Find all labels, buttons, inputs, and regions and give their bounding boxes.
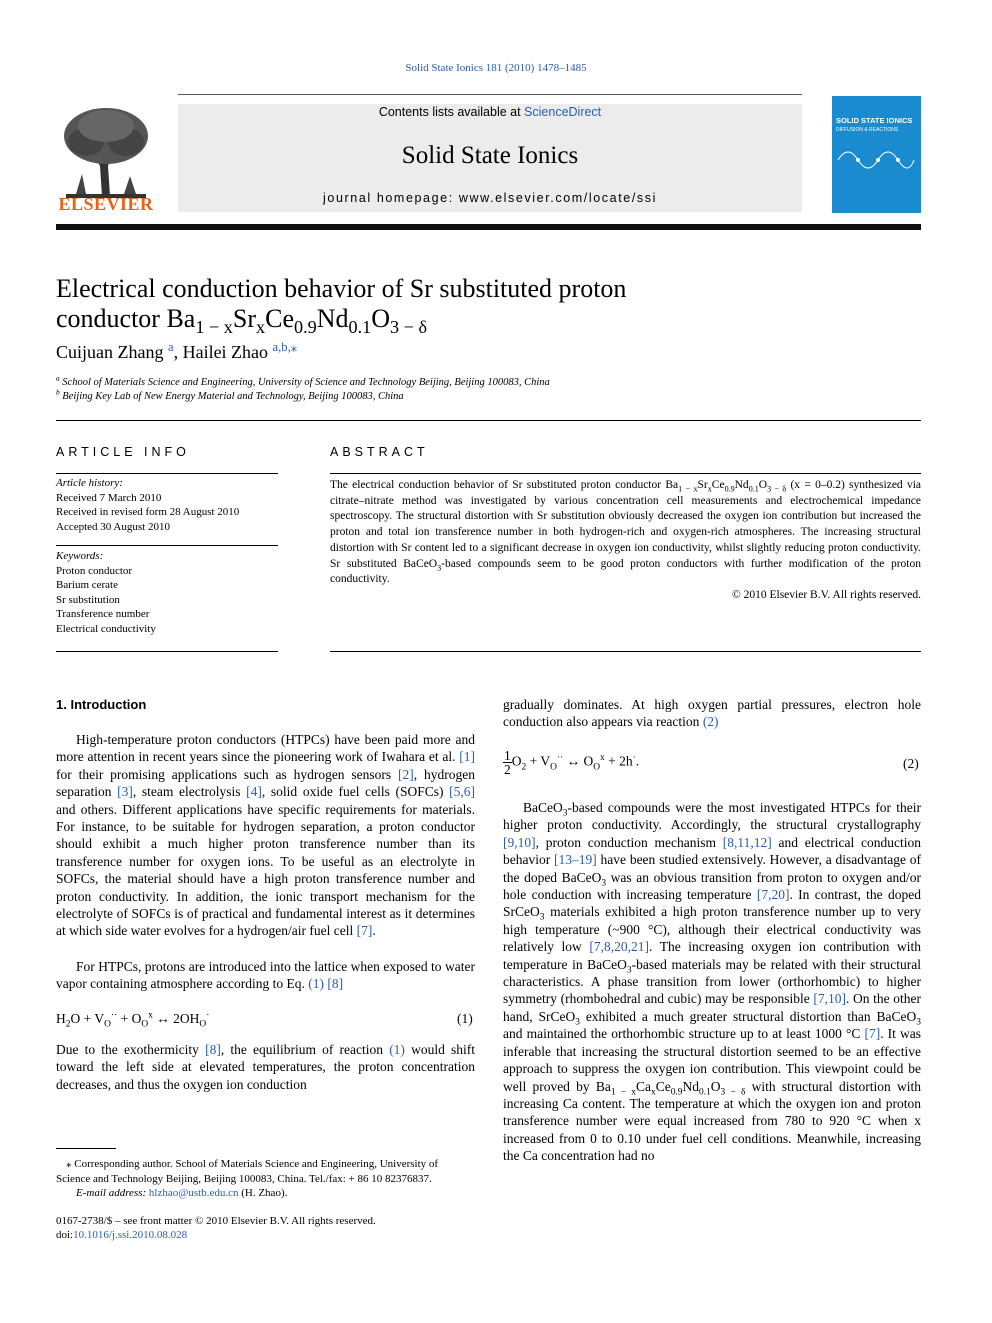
- cover-title-text: SOLID STATE IONICS: [836, 116, 913, 125]
- intro-paragraph-1: High-temperature proton conductors (HTPCs) have been paid more and more attention in recent years since the pioneering work of Iwahara et al. [1] for their promising applications such as hydrogen sensors [2], hydrogen separation [3], steam electrolysis [4], solid oxide fuel cells (SOFCs) [5,6] and others. Different applications have specific requirements for materials. For instance, to be suitable for hydrogen separation, a proton conductor should exhibit a much higher proton transference number than its transference number for oxygen ions. To be useful as an electrolyte in SOFCs, the material should have a high proton transference number and proton conductivity. In addition, the ionic transport mechanism for the electrolyte of SOFCs is of practical and fundamental interest as it determines at which side water evolves for a hydrogen/air fuel cell [7].: [56, 732, 475, 939]
- intro-paragraph-2: For HTPCs, protons are introduced into the lattice when exposed to water vapor containing atmosphere according to Eq. (1) [8]: [56, 959, 475, 992]
- abstract-copyright: © 2010 Elsevier B.V. All rights reserved.: [732, 588, 921, 601]
- article-info-rule-top: [56, 473, 278, 474]
- ref-link[interactable]: [9,10]: [503, 834, 536, 850]
- equation-link[interactable]: (2): [702, 714, 719, 730]
- ref-link[interactable]: [3]: [117, 784, 133, 800]
- abstract-heading: ABSTRACT: [330, 445, 429, 459]
- affiliation-rule: [56, 420, 921, 421]
- col2-paragraph-2: BaCeO$_3$-based compounds were the most investigated HTPCs for their higher proton conductivity. Accordingly, the structural crystallography [9,10], proton conduction mechanism [8,11,12] and electrical conduction behavior [13–19] have been studied extensively. However, a disadvantage of the doped BaCeO$_3$ was an obvious transition from proton to oxygen and/or hole conduction with increasing temperature [7,20]. In contrast, the doped SrCeO$_3$ materials exhibited a high proton transference number up to very high temperature (~900 °C), although their electrical conductivity was relatively low [7,8,20,21]. The increasing oxygen ion contribution with temperature in BaCeO$_3$-based materials may be related with their structural characteristics. A phase transition from lower (orthorhombic) to higher symmetry (rhombohedral and cubic) may be responsible [7,10]. On the other hand, SrCeO$_3$ exhibited a much greater structural distortion than BaCeO$_3$ and maintained the orthorhombic structure up to at least 1000 °C [7]. It was inferable that increasing the structural distortion seemed to be an effective approach to suppress the oxygen ion contribution. This viewpoint could be well proved by $Ba_{1 - x}Ca_xCe_{0.9}Nd_{0.1}O_{3 - \delta}$ with structural distortion with increasing Ca content. The temperature at which the oxygen ion and proton transference number were equal increased from 780 to 920 °C when x increased from 0 to 0.10 under fuel cell conditions. Meanwhile, increasing the Ca concentration had no: [503, 800, 922, 1164]
- ref-link[interactable]: [8]: [327, 976, 344, 992]
- ref-link[interactable]: [1]: [459, 749, 475, 765]
- sciencedirect-link[interactable]: ScienceDirect: [524, 105, 602, 119]
- keywords: [56, 549, 278, 636]
- journal-title: Solid State Ionics: [401, 142, 579, 169]
- equation-link[interactable]: (1): [308, 976, 325, 992]
- keywords-label: Keywords:: [56, 550, 104, 562]
- doi-line: doi:10.1016/j.ssi.2010.08.028: [56, 1229, 188, 1241]
- article-info-rule-mid: [56, 545, 278, 546]
- keyword: Electrical conductivity: [56, 622, 156, 635]
- affiliation-b: $^b$ Beijing Key Lab of New Energy Material and Technology, Beijing 100083, China: [56, 387, 404, 402]
- ref-link[interactable]: [8]: [205, 1042, 221, 1057]
- equation-1: $H_2O + V_O^{\cdot\cdot} + O_O^x$ ↔ $2OH_O^\cdot$: [56, 1010, 210, 1030]
- cover-title: [836, 116, 920, 133]
- abstract-rule-top: [330, 473, 921, 474]
- history-label: Article history:: [56, 477, 123, 489]
- abstract-rule-bottom: [330, 651, 921, 652]
- ref-link[interactable]: [7,8,20,21]: [589, 939, 649, 955]
- authors: Cuijuan Zhang $^a$, Hailei Zhao $^{a,b,⁎}$: [56, 340, 298, 362]
- keyword: Sr substitution: [56, 593, 120, 606]
- ref-link[interactable]: [7,10]: [813, 991, 846, 1007]
- ref-link[interactable]: [4]: [246, 784, 262, 800]
- ref-link[interactable]: [7]: [864, 1026, 881, 1042]
- contents-line: [178, 105, 802, 119]
- ref-link[interactable]: [7,20]: [756, 887, 790, 903]
- intro-paragraph-3: Due to the exothermicity [8], the equilibrium of reaction (1) would shift toward the left side at elevated temperatures, the proton concentration decreases, and thus the oxygen ion conduction: [56, 1042, 475, 1092]
- title-line-2: conductor $Ba_{1 - x}Sr_xCe_{0.9}Nd_{0.1}O_{3 - \delta}$: [56, 304, 428, 338]
- cover-subtitle-text: DIFFUSION & REACTIONS: [836, 127, 899, 133]
- article-info-rule-bottom: [56, 651, 278, 652]
- footnote-rule: [56, 1148, 116, 1149]
- doi-link[interactable]: 10.1016/j.ssi.2010.08.028: [73, 1229, 188, 1241]
- journal-homepage[interactable]: journal homepage: www.elsevier.com/locate/ssi: [323, 191, 657, 205]
- ref-link[interactable]: [5,6]: [449, 784, 475, 800]
- keyword: Transference number: [56, 608, 150, 620]
- equation-2: $\frac{1}{2}$ $O_2 + V_O^{\cdot\cdot}$ ↔ $O_O^x + 2h^\cdot$.: [504, 748, 640, 777]
- equation-1-number: (1): [457, 1011, 473, 1026]
- revised-date: Received in revised form 28 August 2010: [56, 506, 240, 518]
- accepted-date: Accepted 30 August 2010: [56, 520, 170, 533]
- title-line-1: Electrical conduction behavior of Sr substituted proton: [56, 274, 627, 303]
- equation-link[interactable]: (1): [389, 1042, 405, 1057]
- cover-graphic: [836, 140, 916, 180]
- corresponding-footnote: ⁎ Corresponding author. School of Materials Science and Engineering, University of Science and Technology Beijing, Beijing 100083, China. Tel./fax: + 86 10 82376837.: [56, 1158, 439, 1185]
- ref-link[interactable]: [8,11,12]: [722, 834, 772, 850]
- col2-paragraph-1: gradually dominates. At high oxygen partial pressures, electron hole conduction also appears via reaction (2): [503, 697, 921, 730]
- email-footnote: E-mail address: hlzhao@ustb.edu.cn (H. Zhao).: [76, 1187, 288, 1199]
- author-1-affiliation[interactable]: a: [167, 340, 174, 354]
- ref-link[interactable]: [13–19]: [554, 852, 597, 868]
- equation-2-number: (2): [903, 756, 919, 771]
- abstract-text: The electrical conduction behavior of Sr substituted proton conductor $Ba_{1 - x}Sr_xCe_{0.9}Nd_{0.1}O_{3 - \delta}$ (x = 0–0.2) synthesized via citrate–nitrate method was investigated by various concentration cell measurements and electrochemical impedance spectroscopy. The structural distortion with Sr substitution obviously decreased the oxygen ion contribution but increased the proton and total ion transference number in both hydrogen-rich and oxygen-rich atmospheres. The increasing structural distortion with Sr content led to a significant decrease in oxygen ion conductivity, whilst slightly reducing proton conductivity. Sr substituted BaCeO$_3$-based compounds seem to be good proton conductors with further modification of the proton conductivity. © 2010 Elsevier B.V. All rights reserved.: [330, 478, 921, 604]
- ref-link[interactable]: [2]: [398, 766, 414, 782]
- article-title: [56, 274, 756, 338]
- keyword: Barium cerate: [56, 579, 118, 591]
- article-info-heading: ARTICLE INFO: [56, 445, 190, 459]
- journal-citation[interactable]: Solid State Ionics 181 (2010) 1478–1485: [405, 62, 587, 74]
- keyword: Proton conductor: [56, 564, 133, 577]
- elsevier-wordmark: ELSEVIER: [58, 194, 154, 214]
- issn-line: 0167-2738/$ – see front matter © 2010 Elsevier B.V. All rights reserved.: [56, 1215, 376, 1227]
- author-2: Hailei Zhao: [182, 342, 269, 362]
- header-divider: [56, 224, 921, 230]
- received-date: Received 7 March 2010: [56, 491, 162, 504]
- author-1: Cuijuan Zhang: [56, 342, 164, 362]
- article-history: [56, 476, 278, 534]
- introduction-heading: 1. Introduction: [56, 697, 147, 712]
- header-rule: [178, 94, 802, 95]
- author-2-affiliation[interactable]: a,b,⁎: [272, 340, 298, 354]
- affiliation-a: $^a$ School of Materials Science and Engineering, University of Science and Technology Beijing, Beijing 100083, China: [56, 373, 550, 388]
- contents-prefix: Contents lists available at: [378, 105, 525, 119]
- email-link[interactable]: hlzhao@ustb.edu.cn: [148, 1187, 239, 1199]
- ref-link[interactable]: [7]: [356, 923, 373, 939]
